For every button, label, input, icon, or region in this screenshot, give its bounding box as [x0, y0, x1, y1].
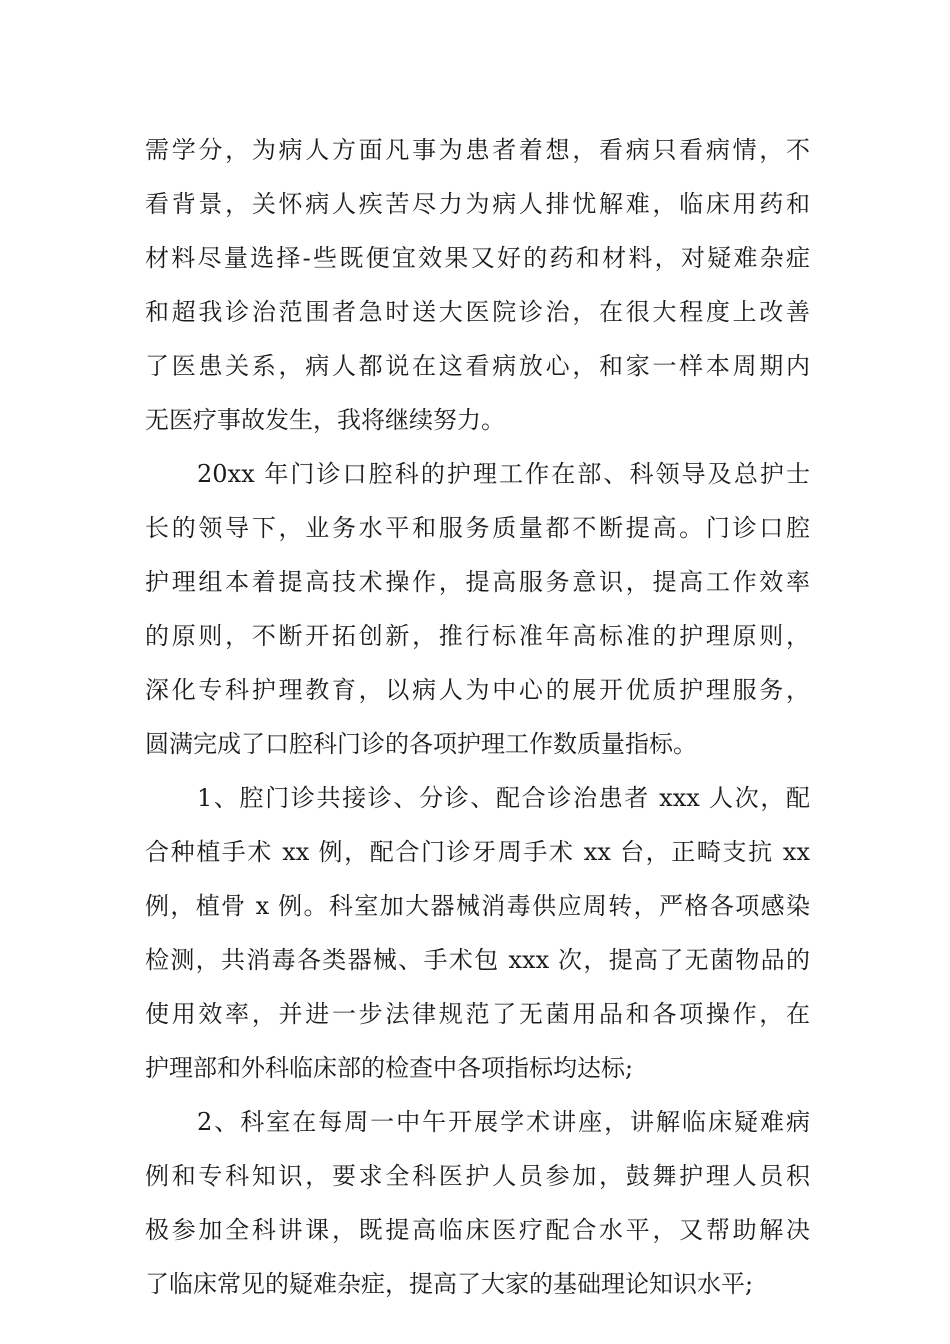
- text-line: 2、科室在每周一中午开展学术讲座，讲解临床疑难病: [197, 1108, 810, 1136]
- text-line: 1、腔门诊共接诊、分诊、配合诊治患者 xxx 人次，配: [197, 784, 810, 812]
- text-line: 了临床常见的疑难杂症，提高了大家的基础理论知识水平;: [145, 1270, 754, 1298]
- document-body: [145, 123, 810, 1311]
- text-line: 例，植骨 x 例。科室加大器械消毒供应周转，严格各项感染: [145, 892, 810, 920]
- text-line: 需学分，为病人方面凡事为患者着想，看病只看病情，不: [145, 136, 810, 164]
- text-line: 无医疗事故发生，我将继续努力。: [145, 406, 505, 434]
- text-line: 的原则，不断开拓创新，推行标准年高标准的护理原则，: [145, 622, 810, 650]
- text-line: 材料尽量选择-些既便宜效果又好的药和材料，对疑难杂症: [145, 244, 810, 272]
- text-line: 长的领导下，业务水平和服务质量都不断提高。门诊口腔: [145, 514, 810, 542]
- text-line: 检测，共消毒各类器械、手术包 xxx 次，提高了无菌物品的: [145, 946, 810, 974]
- text-line: 和超我诊治范围者急时送大医院诊治，在很大程度上改善: [145, 298, 810, 326]
- text-line: 了医患关系，病人都说在这看病放心，和家一样本周期内: [145, 352, 810, 380]
- text-line: 看背景，关怀病人疾苦尽力为病人排忧解难，临床用药和: [145, 190, 810, 218]
- paragraph: [145, 771, 810, 1095]
- text-line: 合种植手术 xx 例，配合门诊牙周手术 xx 台，正畸支抗 xx: [145, 838, 810, 866]
- text-line: 护理部和外科临床部的检查中各项指标均达标;: [145, 1054, 634, 1082]
- text-line: 20xx 年门诊口腔科的护理工作在部、科领导及总护士: [197, 460, 810, 488]
- text-line: 例和专科知识，要求全科医护人员参加，鼓舞护理人员积: [145, 1162, 810, 1190]
- paragraph: [145, 123, 810, 447]
- paragraph: [145, 447, 810, 771]
- paragraph: [145, 1095, 810, 1311]
- text-line: 深化专科护理教育，以病人为中心的展开优质护理服务，: [145, 676, 810, 704]
- text-line: 圆满完成了口腔科门诊的各项护理工作数质量指标。: [145, 730, 697, 758]
- text-line: 极参加全科讲课，既提高临床医疗配合水平，又帮助解决: [145, 1216, 810, 1244]
- text-line: 使用效率，并进一步法律规范了无菌用品和各项操作，在: [145, 1000, 810, 1028]
- text-line: 护理组本着提高技术操作，提高服务意识，提高工作效率: [145, 568, 810, 596]
